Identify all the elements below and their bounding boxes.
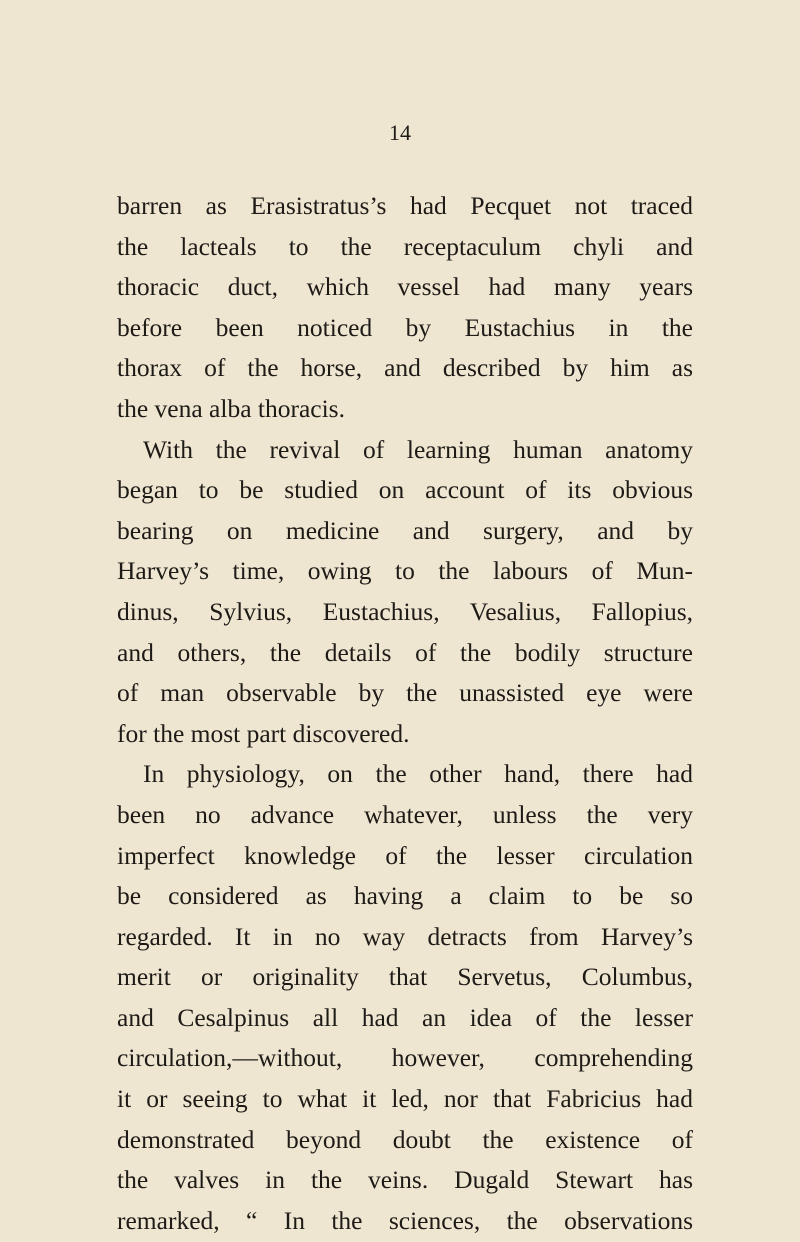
- text-line: before been noticed by Eustachius in the: [117, 312, 693, 342]
- text-line: began to be studied on account of its obvious: [117, 475, 693, 505]
- text-line: and Cesalpinus all had an idea of the lesser: [117, 1002, 693, 1032]
- text-line: of man observable by the unassisted eye were: [117, 678, 693, 708]
- text-line: dinus, Sylvius, Eustachius, Vesalius, Fallopius,: [117, 596, 693, 626]
- text-line: the valves in the veins. Dugald Stewart has: [117, 1165, 693, 1195]
- text-line: barren as Erasistratus’s had Pecquet not traced: [117, 191, 693, 220]
- body-text: [117, 186, 693, 1241]
- text-line: circulation,—without, however, comprehending: [117, 1043, 693, 1073]
- text-line: for the most part discovered.: [117, 718, 410, 748]
- text-line: bearing on medicine and surgery, and by: [117, 515, 693, 545]
- text-line: be considered as having a claim to be so: [117, 881, 693, 911]
- text-line: it or seeing to what it led, nor that Fabricius had: [117, 1084, 693, 1114]
- text-line: and others, the details of the bodily structure: [117, 637, 693, 667]
- text-line: remarked, “ In the sciences, the observations: [117, 1205, 693, 1235]
- text-line: thorax of the horse, and described by him as: [117, 353, 693, 383]
- text-line: merit or originality that Servetus, Columbus,: [117, 962, 693, 992]
- text-line: imperfect knowledge of the lesser circulation: [117, 840, 693, 870]
- text-line: With the revival of learning human anatomy: [143, 434, 693, 464]
- text-line: the vena alba thoracis.: [117, 393, 345, 423]
- text-line: demonstrated beyond doubt the existence of: [117, 1124, 693, 1154]
- text-line: thoracic duct, which vessel had many years: [117, 272, 693, 302]
- text-line: been no advance whatever, unless the very: [117, 799, 693, 829]
- page-number: 14: [389, 120, 411, 145]
- text-line: the lacteals to the receptaculum chyli and: [117, 231, 693, 261]
- text-line: regarded. It in no way detracts from Harvey’s: [117, 921, 693, 951]
- text-line: In physiology, on the other hand, there had: [143, 759, 693, 789]
- text-line: Harvey’s time, owing to the labours of Mun-: [117, 556, 693, 586]
